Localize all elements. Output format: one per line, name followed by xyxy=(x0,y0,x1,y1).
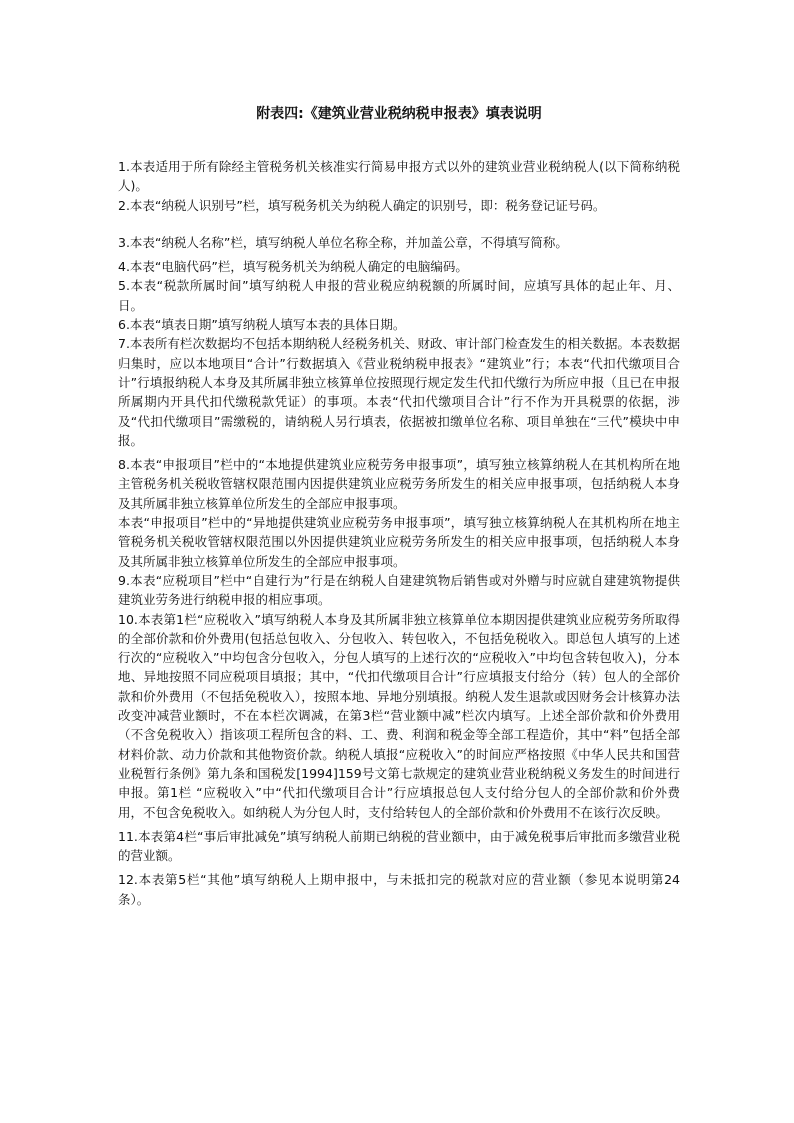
paragraph-1: 1.本表适用于所有除经主管税务机关核准实行简易申报方式以外的建筑业营业税纳税人(以下简称纳税人)。 xyxy=(118,159,680,194)
paragraph-4: 4.本表“电脑代码”栏，填写税务机关为纳税人确定的电脑编码。 xyxy=(118,259,468,275)
document-body xyxy=(118,157,680,909)
paragraph-5: 5.本表“税款所属时间”填写纳税人申报的营业税应纳税额的所属时间，应填写具体的起止年、月、日。 xyxy=(118,278,680,313)
paragraph-11: 11.本表第4栏“事后审批减免”填写纳税人前期已纳税的营业额中，由于减免税事后审批而多缴营业税的营业额。 xyxy=(118,828,680,864)
paragraph-10: 10.本表第1栏“应税收入”填写纳税人本身及其所属非独立核算单位本期因提供建筑业应税劳务所取得的全部价款和价外费用(包括总包收入、分包收入、转包收入，不包括免税收入。即总包人填写的上述行次的“应税收入”中均包含分包收入，分包人填写的上述行次的“应税收入”中均包含转包收入)，分本地、异地按照不同应税项目填报；其中，“代扣代缴项目合计”行应填报支付给分（转）包人的全部价款和价外费用（不包括免税收入），按照本地、异地分别填报。纳税人发生退款或因财务会计核算办法改变冲减营业额时，不在本栏次调减，在第3栏“营业额中减”栏次内填写。上述全部价款和价外费用（不含免税收入）指该项工程所包含的料、工、费、利润和税金等全部工程造价，其中“料”包括全部材料价款、动力价款和其他物资价款。纳税人填报“应税收入”的时间应严格按照《中华人民共和国营业税暂行条例》第九条和国税发[1994]159号文第七款规定的建筑业营业税纳税义务发生的时间进行申报。第1栏 “应税收入”中“代扣代缴项目合计”行应填报总包人支付给分包人的全部价款和价外费用，不包含免税收入。如纳税人为分包人时，支付给转包人的全部价款和价外费用不在该行次反映。 xyxy=(118,611,680,820)
paragraph-12: 12.本表第5栏“其他”填写纳税人上期申报中，与未抵扣完的税款对应的营业额（参见本说明第24条）。 xyxy=(118,872,680,907)
paragraph-2: 2.本表“纳税人识别号”栏，填写税务机关为纳税人确定的识别号，即：税务登记证号码。 xyxy=(118,197,606,213)
paragraph-9: 9.本表“应税项目”栏中“自建行为”行是在纳税人自建建筑物后销售或对外赠与时应就自建建筑物提供建筑业劳务进行纳税申报的相应事项。 xyxy=(118,572,680,608)
document-title: 附表四:《建筑业营业税纳税申报表》填表说明 xyxy=(256,106,542,122)
paragraph-8b: 本表“申报项目”栏中的“异地提供建筑业应税劳务申报事项”，填写独立核算纳税人在其机构所在地主管税务机关税收管辖权限范围以外因提供建筑业应税劳务所发生的相关应申报事项，包括纳税人本身及其所属非独立核算单位所发生的全部应申报事项。 xyxy=(118,515,680,569)
paragraph-8: 8.本表“申报项目”栏中的“本地提供建筑业应税劳务申报事项”，填写独立核算纳税人在其机构所在地主管税务机关税收管辖权限范围内因提供建筑业应税劳务所发生的相关应申报事项，包括纳税人本身及其所属非独立核算单位所发生的全部应申报事项。 xyxy=(118,457,680,511)
paragraph-3: 3.本表“纳税人名称”栏，填写纳税人单位名称全称，并加盖公章，不得填写简称。 xyxy=(118,234,568,250)
paragraph-7: 7.本表所有栏次数据均不包括本期纳税人经税务机关、财政、审计部门检查发生的相关数据。本表数据归集时，应以本地项目“合计”行数据填入《营业税纳税申报表》“建筑业”行；本表“代扣代缴项目合计”行填报纳税人本身及其所属非独立核算单位按照现行规定发生代扣代缴行为所应申报（且已在申报所属期内开具代扣代缴税款凭证）的事项。本表“代扣代缴项目合计”行不作为开具税票的依据，涉及“代扣代缴项目”需缴税的，请纳税人另行填表，依据被扣缴单位名称、项目单独在“三代”模块中申报。 xyxy=(118,336,680,448)
paragraph-6: 6.本表“填表日期”填写纳税人填写本表的具体日期。 xyxy=(118,317,406,333)
